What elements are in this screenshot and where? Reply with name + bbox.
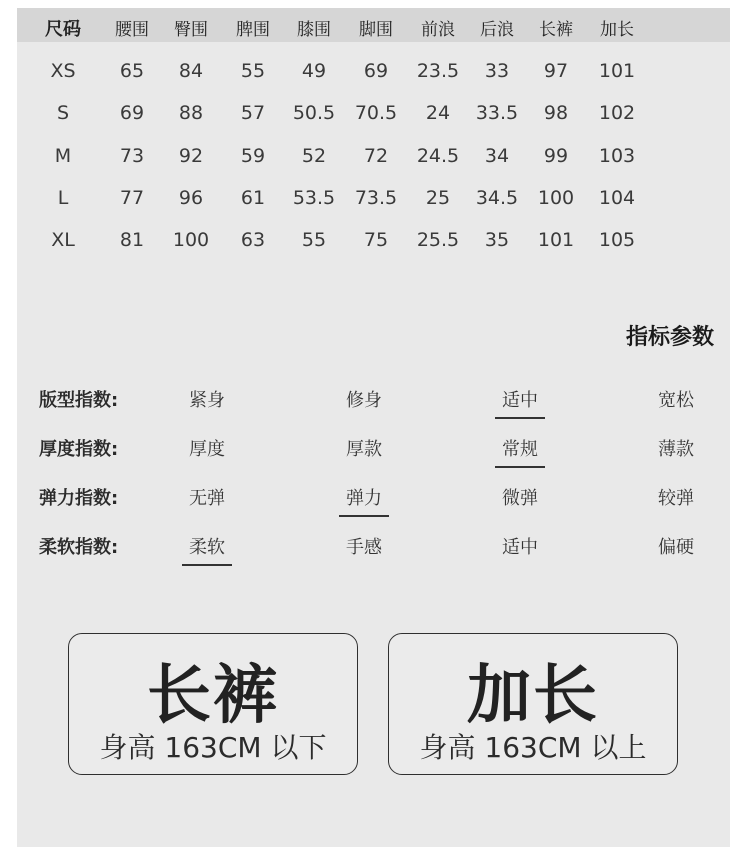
size-table-row [17,145,730,175]
size-header-cell: 腰围 [115,20,149,40]
size-value-cell: 55 [240,60,266,82]
size-value-cell: 65 [119,60,145,82]
size-value-cell: 70.5 [354,102,398,124]
index-option: 厚度 [189,439,225,460]
regular-length-title: 长裤 [147,659,279,733]
index-row [17,435,730,475]
size-value-cell: 81 [119,229,145,251]
size-value-cell: 24 [425,102,451,124]
size-value-cell: 101 [537,229,575,251]
index-option: 厚款 [346,439,382,460]
index-option: 适中 [502,537,538,558]
size-value-cell: 50.5 [292,102,336,124]
size-value-cell: 63 [240,229,266,251]
size-value-cell: 88 [178,102,204,124]
size-header-cell: 长裤 [539,20,573,40]
size-value-cell: 104 [598,187,636,209]
size-value-cell: 55 [301,229,327,251]
size-header-cell: 尺码 [45,19,81,40]
size-value-cell: 34 [484,145,510,167]
size-value-cell: 73.5 [354,187,398,209]
size-label-cell: XL [51,229,75,251]
size-value-cell: 96 [178,187,204,209]
index-option: 紧身 [189,390,225,411]
index-option: 微弹 [502,488,538,509]
size-table-row [17,102,730,132]
size-value-cell: 101 [598,60,636,82]
index-row [17,386,730,426]
size-label-cell: S [56,102,70,124]
index-section-title: 指标参数 [625,325,714,350]
index-option: 手感 [346,537,382,558]
size-table-row [17,229,730,259]
size-value-cell: 99 [543,145,569,167]
size-table-row [17,187,730,217]
index-option-selected: 弹力 [346,484,382,510]
size-value-cell: 59 [240,145,266,167]
size-header-cell: 脾围 [236,20,270,40]
size-header-cell: 前浪 [421,20,455,40]
size-value-cell: 35 [484,229,510,251]
size-value-cell: 33.5 [475,102,519,124]
regular-length-height: 身高 163CM 以下 [99,731,327,764]
size-value-cell: 73 [119,145,145,167]
size-value-cell: 69 [119,102,145,124]
size-value-cell: 105 [598,229,636,251]
size-label-cell: L [57,187,69,209]
size-header-cell: 臀围 [174,20,208,40]
index-option: 偏硬 [658,537,694,558]
extended-length-title: 加长 [467,659,599,733]
index-option: 较弹 [658,488,694,509]
extended-length-box [388,633,678,775]
size-value-cell: 53.5 [292,187,336,209]
index-option-selected: 柔软 [189,533,225,559]
size-value-cell: 57 [240,102,266,124]
size-value-cell: 24.5 [416,145,460,167]
size-value-cell: 72 [363,145,389,167]
index-option: 薄款 [658,439,694,460]
size-value-cell: 77 [119,187,145,209]
index-row [17,533,730,573]
index-option: 无弹 [189,488,225,509]
size-info-panel [17,8,730,847]
index-row-label: 厚度指数: [39,439,119,460]
index-option: 修身 [346,390,382,411]
index-option-selected: 适中 [502,386,538,412]
size-value-cell: 23.5 [416,60,460,82]
size-value-cell: 100 [172,229,210,251]
size-header-cell: 脚围 [359,20,393,40]
size-value-cell: 34.5 [475,187,519,209]
size-value-cell: 98 [543,102,569,124]
size-table-row [17,60,730,90]
size-value-cell: 84 [178,60,204,82]
size-value-cell: 69 [363,60,389,82]
size-label-cell: M [54,145,72,167]
index-row-label: 版型指数: [39,390,119,411]
size-value-cell: 52 [301,145,327,167]
index-row [17,484,730,524]
size-value-cell: 75 [363,229,389,251]
size-header-cell: 加长 [600,20,634,40]
regular-length-box [68,633,358,775]
size-value-cell: 33 [484,60,510,82]
size-value-cell: 103 [598,145,636,167]
size-value-cell: 92 [178,145,204,167]
extended-length-height: 身高 163CM 以上 [419,731,647,764]
index-option: 宽松 [658,390,694,411]
size-table-header [17,8,730,42]
index-row-label: 柔软指数: [39,537,119,558]
size-value-cell: 97 [543,60,569,82]
index-row-label: 弹力指数: [39,488,119,509]
size-header-cell: 后浪 [480,20,514,40]
size-header-cell: 膝围 [297,20,331,40]
size-value-cell: 25 [425,187,451,209]
size-value-cell: 102 [598,102,636,124]
size-value-cell: 25.5 [416,229,460,251]
size-value-cell: 61 [240,187,266,209]
size-label-cell: XS [50,60,76,82]
index-option-selected: 常规 [502,435,538,461]
size-value-cell: 49 [301,60,327,82]
size-value-cell: 100 [537,187,575,209]
